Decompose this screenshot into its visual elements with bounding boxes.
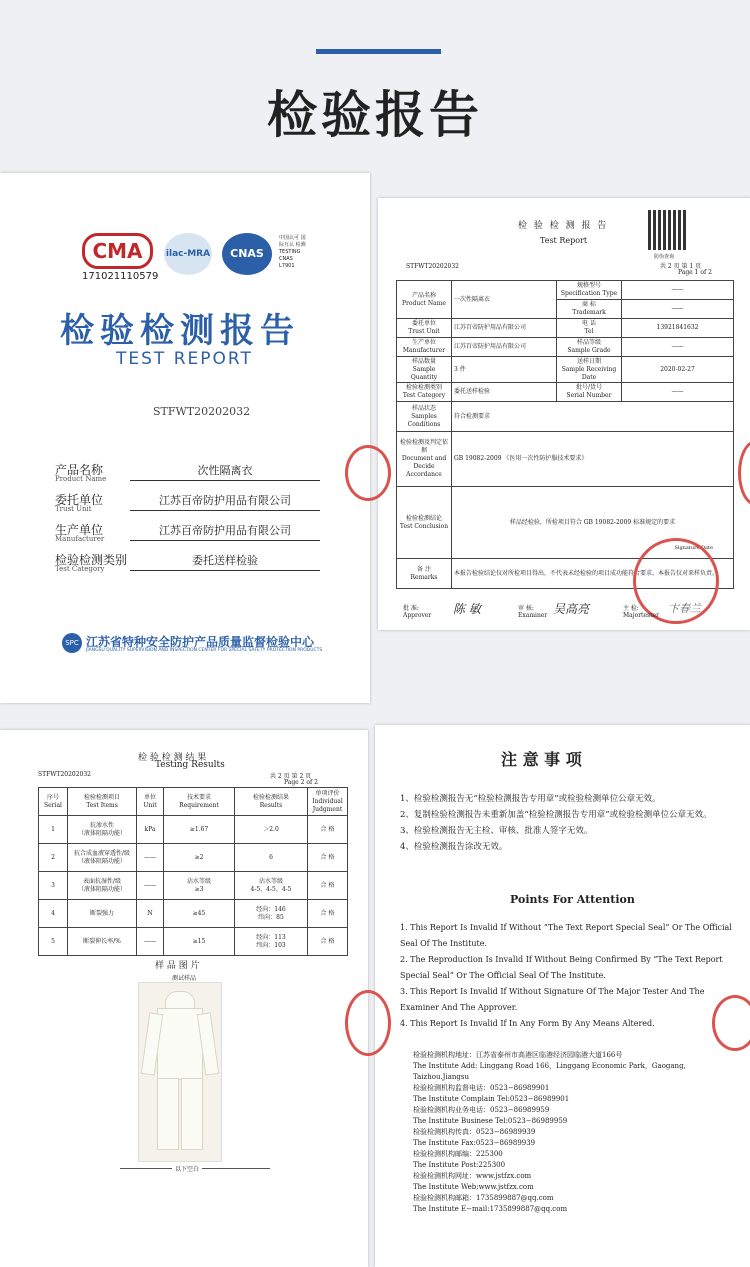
table-cell: —— [622,300,734,319]
contact-line: 检验检测机构业务电话：0523−86989959 [413,1106,550,1114]
notice-item: 3. This Report Is Invalid If Without Signature Of The Major Tester And The Examiner And The Approver. [400,987,705,1012]
table-cell: 2020-02-27 [622,357,734,383]
end-mark: 以下空白 [172,1164,202,1173]
notice-title-en: Points For Attention [510,893,635,906]
cover-page [0,173,370,703]
p2-title: 检 验 检 测 报 告 [518,221,609,231]
p3-title-en: Testing Results [155,760,225,770]
cover-subtitle: TEST REPORT [116,349,253,369]
table-cell: —— [622,383,734,402]
contact-line: 检验检测机构地址：江苏省泰州市高港区临港经济园临港大道166号 [413,1051,623,1059]
table-cell: 江苏百帝防护用品有限公司 [452,338,557,357]
table-cell: 经向：113 纬向：103 [235,928,308,956]
notice-item: 2、复制检验检测报告未重新加盖“检验检测报告专用章”或检验检测单位公章无效。 [400,810,712,820]
contact-line: 检验检测机构传真：0523−86989939 [413,1128,536,1136]
contact-line: The Institute E−mail:1735899887@qq.com [413,1205,568,1213]
examiner-signature: 吴高亮 [553,602,590,616]
row-label-en: Test Category [55,565,105,573]
majortester-signature: 卞春兰 [668,602,701,615]
table-row [397,357,734,383]
p3-report-number: STFWT20202032 [38,771,91,778]
edge-seal-icon [345,990,391,1056]
table-cell: 检验检测结论 Test Conclusion [397,487,452,559]
header-cell: 技术要求 Requirement [164,788,235,816]
row-label: 生产单位 [55,523,104,537]
table-cell: 一次性隔离衣 [452,281,557,319]
approver-label: 批 准: Approver [403,605,432,619]
table-cell: 3 件 [452,357,557,383]
table-row [397,383,734,402]
report-page-2 [0,730,368,1267]
signature-date: Signature Date [674,545,713,551]
p3-page-en: Page 2 of 2 [284,779,318,786]
conclusion-text: 样品经检验，所检项目符合 GB 19082-2009 标准规定的要求 [509,518,676,526]
table-cell: —— [622,281,734,300]
table-cell: ＞2.0 [235,816,308,844]
table-cell: 产品名称 Product Name [397,281,452,319]
page-title: 检验报告 [267,86,483,144]
attention-page [375,725,750,1267]
table-cell: 样品状态 Samples Conditions [397,402,452,432]
contact-line: The Institute Web:www.jstfzx.com [413,1183,534,1191]
p2-title-en: Test Report [540,236,588,245]
cover-row-product [55,461,325,487]
header-cell: 单项评价 Individual Judgment [308,788,348,816]
notice-item: 4、检验检测报告涂改无效。 [400,842,508,852]
header-cell: 单位 Unit [137,788,164,816]
table-cell: —— [137,872,164,900]
notice-list-en [400,920,740,1032]
contact-line: 检验检测机构邮编：225300 [413,1150,503,1158]
examiner-label: 审 核: Examiner [518,605,548,619]
majortester-label: 主 检: Majortester [623,605,659,619]
table-cell: ≥1.67 [164,816,235,844]
header-cell: 序号 Serial [39,788,68,816]
table-row [397,402,734,432]
institute-contacts [413,1050,743,1215]
org-name: 江苏省特种安全防护产品质量监督检验中心 [86,635,315,649]
table-cell: 备 注 Remarks [397,559,452,589]
table-cell: 样品数量 Sample Quantity [397,357,452,383]
contact-line: 检验检测机构邮箱：1735899887@qq.com [413,1194,554,1202]
table-cell: —— [137,844,164,872]
table-cell: GB 19082-2009 《医用一次性防护服技术要求》 [452,432,734,487]
row-label: 产品名称 [55,463,104,477]
p3-page-zh: 共 2 页 第 2 页 [270,773,312,780]
row-label: 委托单位 [55,493,104,507]
table-cell: 合 格 [308,928,348,956]
photo-subtitle: 测试样品 [172,975,197,982]
coverall-leg-icon [181,1078,203,1150]
table-cell: N [137,900,164,928]
table-cell: 电 话 Tel [557,319,622,338]
table-cell: 本报告检验结论仅对所检项目得出，不代表未经检验的项目成功能符合要求。本报告仅对来样负责。 [452,559,734,589]
ilac-logo: ilac-MRA [164,233,212,275]
table-cell: 断裂强力 [68,900,137,928]
row-value: 江苏百帝防护用品有限公司 [130,492,320,511]
table-cell: 沾水等级 ≥3 [164,872,235,900]
cover-row-trust [55,491,325,517]
row-value: 江苏百帝防护用品有限公司 [130,522,320,541]
table-cell: 合 格 [308,872,348,900]
table-cell: 送样日期 Sample Receiving Date [557,357,622,383]
table-cell: 生产单位 Manufacturer [397,338,452,357]
table-row [39,844,348,872]
table-cell: 符合检测要求 [452,402,734,432]
p2-report-number: STFWT20202032 [406,263,459,270]
table-cell: 2 [39,844,68,872]
table-cell: 4 [39,900,68,928]
cma-logo: CMA [82,233,153,269]
contact-line: The Institute Complain Tel:0523−86989901 [413,1095,570,1103]
table-cell: 商 标 Trademark [557,300,622,319]
contact-line: The Institute Add: Linggang Road 166，Linggang Economic Park，Gaogang, Taizhou.Jiangsu [413,1062,686,1081]
photo-title: 样 品 图 片 [155,961,200,971]
table-cell: 合 格 [308,900,348,928]
contact-line: 检验检测机构网址：www.jstfzx.com [413,1172,532,1180]
accreditation-logos [82,233,370,283]
table-row [39,900,348,928]
p2-page-zh: 共 2 页 第 1 页 [660,263,702,270]
org-name-en: JIANGSU QUALITY SUPERVISION AND INSPECTION CENTER FOR SPECIAL SAFETY PROTECTION PRODUCTS [86,648,323,653]
table-cell: 3 [39,872,68,900]
cover-row-manufacturer [55,521,325,547]
contact-line: The Institute Businese Tel:0523−86989959 [413,1117,568,1125]
cover-title: 检验检测报告 [60,311,300,351]
table-cell: 表面抗湿性/级 （液体阻隔功能） [68,872,137,900]
table-cell: 5 [39,928,68,956]
p2-page-en: Page 1 of 2 [678,269,712,276]
notice-item: 4. This Report Is Invalid If In Any Form By Any Means Altered. [400,1019,655,1028]
row-label-en: Trust Unit [55,505,92,513]
table-row [39,872,348,900]
qr-label: 防伪查询 [654,254,675,260]
table-header-row [39,788,348,816]
results-table [38,787,348,956]
table-cell: —— [137,928,164,956]
row-label-en: Product Name [55,475,107,483]
table-row [397,338,734,357]
table-cell: kPa [137,816,164,844]
table-row [397,319,734,338]
notice-title: 注 意 事 项 [501,750,582,769]
notice-list-zh [400,791,740,855]
table-cell: 规格型号 Specification Type [557,281,622,300]
table-row [397,281,734,300]
table-cell: 委托单位 Trust Unit [397,319,452,338]
table-row [39,928,348,956]
approver-signature: 陈 敏 [453,602,481,616]
header-cell: 检验检测项目 Test Items [68,788,137,816]
table-cell: ≥2 [164,844,235,872]
edge-seal-icon [712,995,750,1051]
row-label: 检验检测类别 [55,553,128,567]
cma-number: 171021110579 [82,271,159,282]
table-cell: 抗合成血液穿透性/级 （液体阻隔功能） [68,844,137,872]
coverall-body-icon [157,1008,203,1080]
cnas-logo: CNAS [222,233,272,275]
table-cell: 合 格 [308,816,348,844]
org-logo-icon: SPC [62,633,82,653]
table-cell: 合 格 [308,844,348,872]
table-cell: 13921841632 [622,319,734,338]
cnas-text: 中国认可 国际互认 检测 TESTING CNAS L7901 [279,235,306,269]
coverall-leg-icon [157,1078,179,1150]
notice-item: 3、检验检测报告无主检、审核、批准人签字无效。 [400,826,593,836]
row-label-en: Manufacturer [55,535,105,543]
table-cell: 断裂伸长率/% [68,928,137,956]
header-cell: 检验检测结果 Results [235,788,308,816]
contact-line: The Institute Post:225300 [413,1161,506,1169]
report-page-1 [378,198,750,630]
qr-code-icon [648,210,688,250]
notice-item: 2. The Reproduction Is Invalid If Without Being Confirmed By “The Text Report Special Seal” Or The Official Seal Of The Institute. [400,955,723,980]
row-value: 次性隔离衣 [130,462,320,481]
table-cell: 1 [39,816,68,844]
contact-line: 检验检测机构监督电话：0523−86989901 [413,1084,550,1092]
table-row [397,432,734,487]
cover-row-category [55,551,325,577]
table-cell: 批号/货号 Serial Number [557,383,622,402]
table-cell: —— [622,338,734,357]
table-cell: 检验检测及判定依据 Document and Decide Accordance [397,432,452,487]
contact-line: The Institute Fax:0523−86989939 [413,1139,536,1147]
notice-item: 1、检验检测报告无“检验检测报告专用章”或检验检测单位公章无效。 [400,794,661,804]
header-accent-bar [316,49,441,54]
table-cell: 6 [235,844,308,872]
sample-photo [138,982,222,1162]
report-number: STFWT20202032 [153,405,251,418]
p3-title: 检 验 检 测 结 果 [138,753,207,763]
table-cell: 抗渗水性 （液体阻隔功能） [68,816,137,844]
table-cell: ≥45 [164,900,235,928]
table-cell: 江苏百帝防护用品有限公司 [452,319,557,338]
table-cell: ≥15 [164,928,235,956]
table-cell: 沾水等级 4-5、4-5、4-5 [235,872,308,900]
table-cell: 经向：146 纬向：85 [235,900,308,928]
edge-seal-icon [345,445,391,501]
table-cell: 检验检测类别 Test Category [397,383,452,402]
issuing-organization [62,633,322,658]
row-value: 委托送样检验 [130,552,320,571]
table-cell: 委托送样检验 [452,383,557,402]
table-cell: 样品等级 Sample Grade [557,338,622,357]
table-row [39,816,348,844]
notice-item: 1. This Report Is Invalid If Without “The Text Report Special Seal” Or The Official Seal Of The Institute. [400,923,732,948]
